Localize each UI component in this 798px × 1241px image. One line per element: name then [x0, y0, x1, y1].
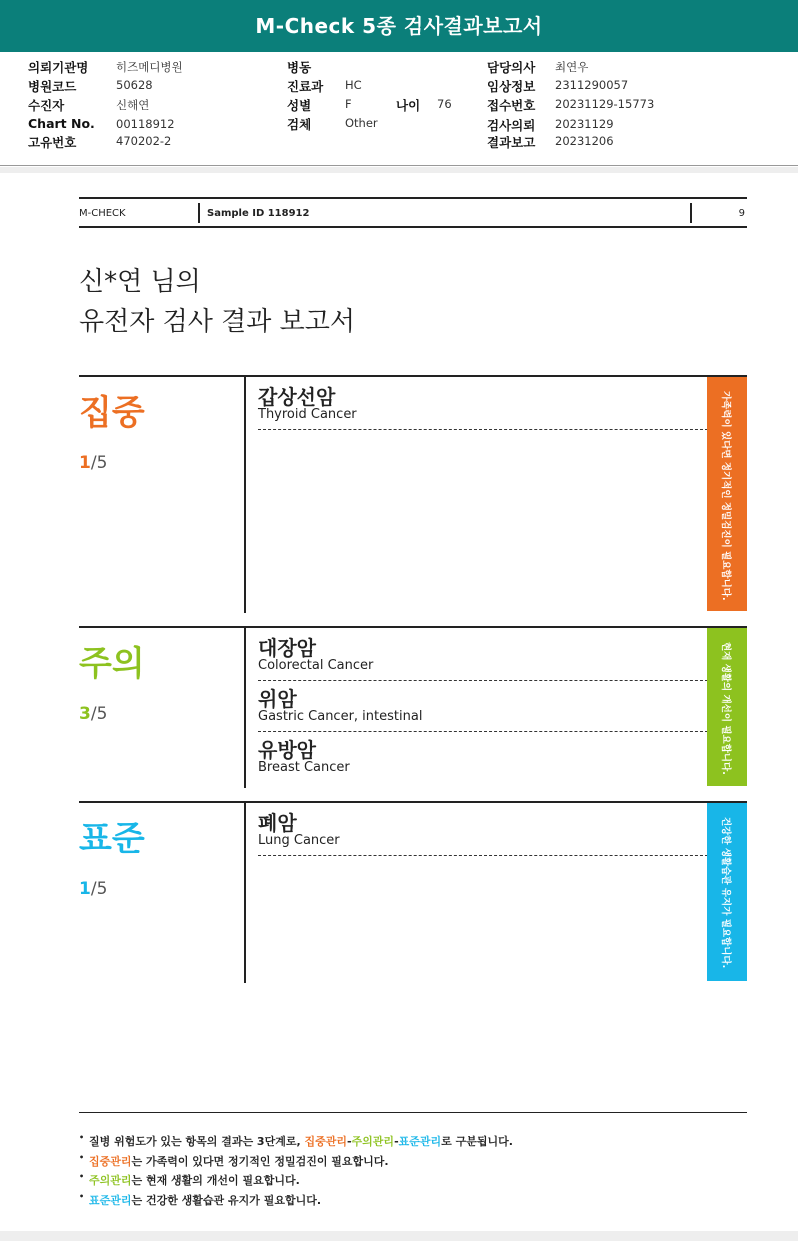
item-name-en: Gastric Cancer, intestinal: [258, 709, 423, 724]
list-item: [258, 379, 708, 430]
label-age: 나이: [396, 98, 421, 113]
note-dash: -: [394, 1135, 399, 1148]
count-total: /5: [90, 879, 108, 899]
section-standard: [79, 801, 747, 981]
value-department: HC: [345, 78, 362, 92]
label-specimen: 검체: [287, 117, 312, 132]
label-patient: 수진자: [28, 98, 65, 113]
item-name-ko: 유방암: [258, 738, 316, 762]
section-title: 주의: [79, 644, 145, 684]
header-divider: [690, 203, 692, 223]
note-key-standard: 표준관리: [89, 1193, 132, 1207]
list-item: [258, 630, 708, 681]
label-sex: 성별: [287, 98, 312, 113]
label-result-report: 결과보고: [487, 135, 536, 150]
value-receipt-no: 20231129-15773: [555, 97, 655, 111]
section-count: [79, 453, 107, 473]
page-header: [79, 197, 747, 228]
item-name-en: Colorectal Cancer: [258, 658, 374, 673]
section-title: 표준: [79, 819, 145, 859]
note-item: [79, 1132, 513, 1152]
note-key-intensive: 집중관리: [304, 1135, 347, 1148]
side-advice-text: 건강한 생활습관 유지가 필요합니다.: [720, 817, 731, 969]
list-item: [258, 681, 708, 732]
separator-band: [0, 167, 798, 173]
bottom-band: [0, 1231, 798, 1241]
legend-notes: [79, 1132, 513, 1210]
label-department: 진료과: [287, 79, 324, 94]
label-chart-no: Chart No.: [28, 116, 95, 131]
count-number: 1: [79, 879, 91, 899]
item-name-ko: 폐암: [258, 811, 297, 835]
value-patient: 신해연: [116, 98, 150, 112]
note-text: 로 구분됩니다.: [441, 1135, 513, 1148]
patient-info: [0, 54, 798, 166]
side-advice-tab: [707, 803, 747, 981]
item-list: [258, 630, 708, 783]
item-list: [258, 805, 708, 856]
value-doctor: 최연우: [555, 60, 589, 74]
value-unique-no: 470202-2: [116, 134, 172, 148]
label-doctor: 담당의사: [487, 60, 536, 75]
section-divider: [244, 803, 246, 983]
item-name-en: Thyroid Cancer: [258, 407, 357, 422]
value-result-report: 20231206: [555, 134, 614, 148]
item-list: [258, 379, 708, 430]
section-divider: [244, 377, 246, 613]
label-institution: 의뢰기관명: [28, 60, 89, 75]
heading-line-1: 신*연 님의: [79, 267, 201, 297]
value-hospital-code: 50628: [116, 78, 153, 92]
note-item: [79, 1171, 513, 1191]
footer-divider: [79, 1112, 747, 1113]
value-test-request: 20231129: [555, 117, 614, 131]
section-caution: [79, 626, 747, 786]
side-advice-text: 현재 생활의 개선이 필요합니다.: [720, 642, 731, 775]
note-key-intensive: 집중관리: [89, 1154, 132, 1168]
label-clinical-info: 임상정보: [487, 79, 536, 94]
sample-id: Sample ID 118912: [207, 208, 310, 219]
note-dash: -: [346, 1135, 352, 1148]
note-item: [79, 1152, 513, 1172]
note-key-caution: 주의관리: [89, 1174, 132, 1187]
item-name-en: Lung Cancer: [258, 833, 340, 848]
label-ward: 병동: [287, 60, 312, 75]
label-test-request: 검사의뢰: [487, 118, 536, 133]
report-heading: [79, 262, 355, 342]
note-text: 는 가족력이 있다면 정기적인 정밀검진이 필요합니다.: [131, 1154, 389, 1168]
section-count: [79, 879, 107, 899]
header-divider: [198, 203, 200, 223]
section-intensive: [79, 375, 747, 611]
section-count: [79, 704, 107, 724]
note-key-caution: 주의관리: [351, 1135, 395, 1148]
item-name-ko: 위암: [258, 687, 297, 711]
value-specimen: Other: [345, 116, 378, 130]
list-item: [258, 732, 708, 783]
side-advice-text: 가족력이 있다면 정기적인 정밀검진이 필요합니다.: [720, 391, 731, 601]
value-age: 76: [437, 97, 452, 111]
value-clinical-info: 2311290057: [555, 78, 629, 92]
side-advice-tab: [707, 628, 747, 786]
value-institution: 히즈메디병원: [116, 60, 183, 74]
note-item: [79, 1191, 513, 1211]
count-number: 3: [79, 704, 91, 724]
item-name-ko: 갑상선암: [258, 385, 336, 409]
count-total: /5: [90, 453, 108, 473]
count-total: /5: [90, 704, 108, 724]
note-text: 는 현재 생활의 개선이 필요합니다.: [131, 1174, 300, 1187]
page-number: 9: [738, 208, 745, 219]
section-divider: [244, 628, 246, 788]
item-name-en: Breast Cancer: [258, 760, 350, 775]
section-title: 집중: [79, 393, 145, 433]
heading-line-2: 유전자 검사 결과 보고서: [79, 307, 355, 337]
value-sex: F: [345, 97, 352, 111]
brand-label: M-CHECK: [79, 208, 126, 219]
label-hospital-code: 병원코드: [28, 79, 77, 94]
count-number: 1: [79, 453, 91, 473]
note-text: 는 건강한 생활습관 유지가 필요합니다.: [131, 1193, 322, 1207]
label-receipt-no: 접수번호: [487, 98, 536, 113]
note-key-standard: 표준관리: [398, 1135, 442, 1148]
note-text: 질병 위험도가 있는 항목의 결과는 3단계로,: [89, 1135, 305, 1148]
item-name-ko: 대장암: [258, 636, 316, 660]
report-title: M-Check 5종 검사결과보고서: [0, 0, 798, 48]
value-chart-no: 00118912: [116, 117, 175, 131]
list-item: [258, 805, 708, 856]
label-unique-no: 고유번호: [28, 135, 77, 150]
side-advice-tab: [707, 377, 747, 611]
